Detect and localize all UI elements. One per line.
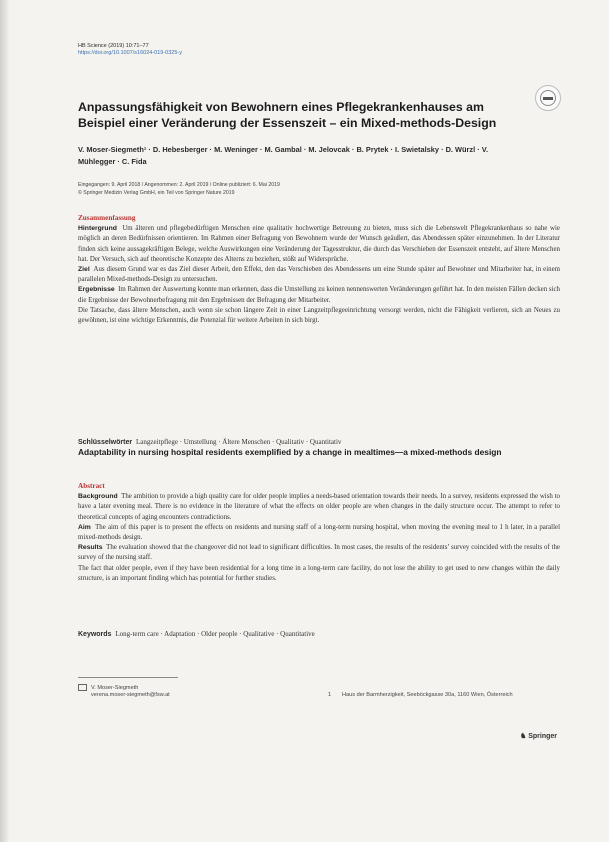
scan-shadow bbox=[0, 0, 10, 842]
envelope-icon bbox=[78, 684, 87, 691]
ergebnisse-text: Im Rahmen der Auswertung konnte man erkennen, dass die Umstellung zu keinen nennenswerten Veränderungen geführt hat. In den meisten Fällen decken sich die Ergebnisse der Bewohnerbefragung mit den Ergebnissen der Befragung der Mitarbeiter. bbox=[78, 286, 560, 304]
german-keyword-list: Langzeitpflege · Umstellung · Ältere Menschen · Qualitativ · Quantitativ bbox=[135, 438, 342, 446]
aim-paragraph bbox=[78, 523, 560, 543]
publisher-name: Springer bbox=[528, 733, 558, 740]
background-paragraph bbox=[78, 492, 560, 523]
conclusion-paragraph-de: Die Tatsache, dass ältere Menschen, auch wenn sie schon längere Zeit in einer Langzeitpflegeeinrichtung versorgt werden, nicht die Fähigkeit verlieren, sich an Neues zu gewöhnen, ist eine wichtige Erkenntnis, die Potenzial für weitere Arbeiten in sich birgt. bbox=[78, 306, 560, 325]
dates-line: Eingegangen: 9. April 2018 / Angenommen: 2. April 2019 / Online publiziert: 6. Mai 2019 bbox=[78, 182, 280, 188]
affiliation bbox=[328, 692, 558, 699]
journal-citation: HB Science (2019) 10:71–77 bbox=[78, 43, 149, 49]
aim-text: The aim of this paper is to present the effects on residents and nursing staff of a long-term nursing hospital, when moving the evening meal to 1 h later, in a parallel mixed-methods design. bbox=[78, 523, 560, 542]
results-text: The evaluation showed that the changeover did not lead to significant difficulties. In most cases, the results of the residents’ survey coincided with the results of the survey of the nursing staff. bbox=[78, 544, 560, 562]
doi-link[interactable]: https://doi.org/10.1007/s16024-019-0325-y bbox=[78, 50, 182, 56]
hintergrund-label: Hintergrund bbox=[78, 225, 117, 233]
ergebnisse-label: Ergebnisse bbox=[78, 286, 115, 294]
springer-logo bbox=[520, 732, 557, 740]
results-label: Results bbox=[78, 544, 103, 552]
hintergrund-paragraph bbox=[78, 224, 560, 265]
footnote-rule bbox=[78, 677, 178, 678]
conclusion-paragraph-en: The fact that older people, even if they have been residential for a long time in a long-term care facility, do not lose the ability to get used to new changes within the daily structure, is an important finding which has potential for further studies. bbox=[78, 564, 560, 582]
journal-meta bbox=[78, 43, 182, 57]
schluesselwoerter-label: Schlüsselwörter bbox=[78, 439, 133, 446]
publication-dates bbox=[78, 182, 508, 197]
affiliation-text: Haus der Barmherzigkeit, Seeböckgasse 30a, 1160 Wien, Österreich bbox=[342, 692, 513, 698]
corresponding-author bbox=[78, 677, 308, 699]
crossmark-bar bbox=[543, 97, 553, 100]
english-abstract bbox=[78, 481, 560, 584]
article-title: Anpassungsfähigkeit von Bewohnern eines Pflegekrankenhauses am Beispiel einer Veränderung der Essenszeit – ein Mixed-methods-Design bbox=[78, 100, 497, 130]
zusammenfassung-heading: Zusammenfassung bbox=[78, 214, 136, 222]
ziel-paragraph bbox=[78, 265, 560, 285]
background-label: Background bbox=[78, 493, 118, 501]
german-abstract bbox=[78, 213, 560, 326]
hintergrund-text: Um älteren und pflegebedürftigen Menschen eine qualitativ hochwertige Betreuung zu bieten, muss sich die Lebenswelt Pflegekrankenhaus so nahe wie möglich an deren Bedürfnissen orientieren. Im Rahmen einer Befragung von Bewohnern wurde der Wunsch geäußert, das Abendessen später einzunehmen. In der Literatur finden sich keine aussagekräftigen Belege, welche Auswirkungen eine Veränderung der Tagesstruktur, die durch das Verschieben der Essenszeit entsteht, auf ältere Menschen hat. Der Versuch, sich auf theoretische Konzepte des Alterns zu beziehen, stößt auf Widersprüche. bbox=[78, 225, 560, 263]
springer-horse-icon: ♞ bbox=[520, 733, 527, 740]
abstract-heading: Abstract bbox=[78, 482, 105, 490]
ziel-text: Aus diesem Grund war es das Ziel dieser Arbeit, den Effekt, den das Verschieben des Abendessens um eine Stunde später auf Bewohner und Mitarbeiter hat, in einem parallelen Mixed-methods-Design zu untersuchen. bbox=[78, 266, 560, 284]
affiliation-number: 1 bbox=[328, 692, 332, 698]
ergebnisse-paragraph bbox=[78, 285, 560, 305]
corresponding-name: V. Moser-Siegmeth bbox=[91, 684, 139, 691]
ziel-label: Ziel bbox=[78, 266, 90, 274]
english-keywords bbox=[78, 629, 560, 640]
copyright-line: © Springer Medizin Verlag GmbH, ein Teil von Springer Nature 2019 bbox=[78, 189, 235, 196]
corresponding-email[interactable]: verena.moser-siegmeth@fsw.at bbox=[91, 692, 170, 699]
english-title: Adaptability in nursing hospital residents exemplified by a change in mealtimes—a mixed-methods design bbox=[78, 447, 502, 457]
background-text: The ambition to provide a high quality care for older people implies a needs-based orientation towards their needs. In a survey, residents expressed the wish to have a later evening meal. There is no evidence in the literature of what the effects on older people are when changes in the daily structure occur. The attempt to refer to theoretical concepts of aging encounters contradictions. bbox=[78, 493, 560, 521]
aim-label: Aim bbox=[78, 523, 91, 531]
author-list: V. Moser-Siegmeth¹ · D. Hebesberger · M. Weninger · M. Gambal · M. Jelovcak · B. Prytek · I. Swietalsky · D. Würzl · V. Mühlegger · C. Fida bbox=[78, 145, 489, 166]
results-paragraph bbox=[78, 543, 560, 563]
english-keyword-list: Long-term care · Adaptation · Older people · Qualitative · Quantitative bbox=[115, 630, 315, 638]
crossmark-icon[interactable] bbox=[535, 85, 561, 111]
keywords-label: Keywords bbox=[78, 631, 112, 638]
